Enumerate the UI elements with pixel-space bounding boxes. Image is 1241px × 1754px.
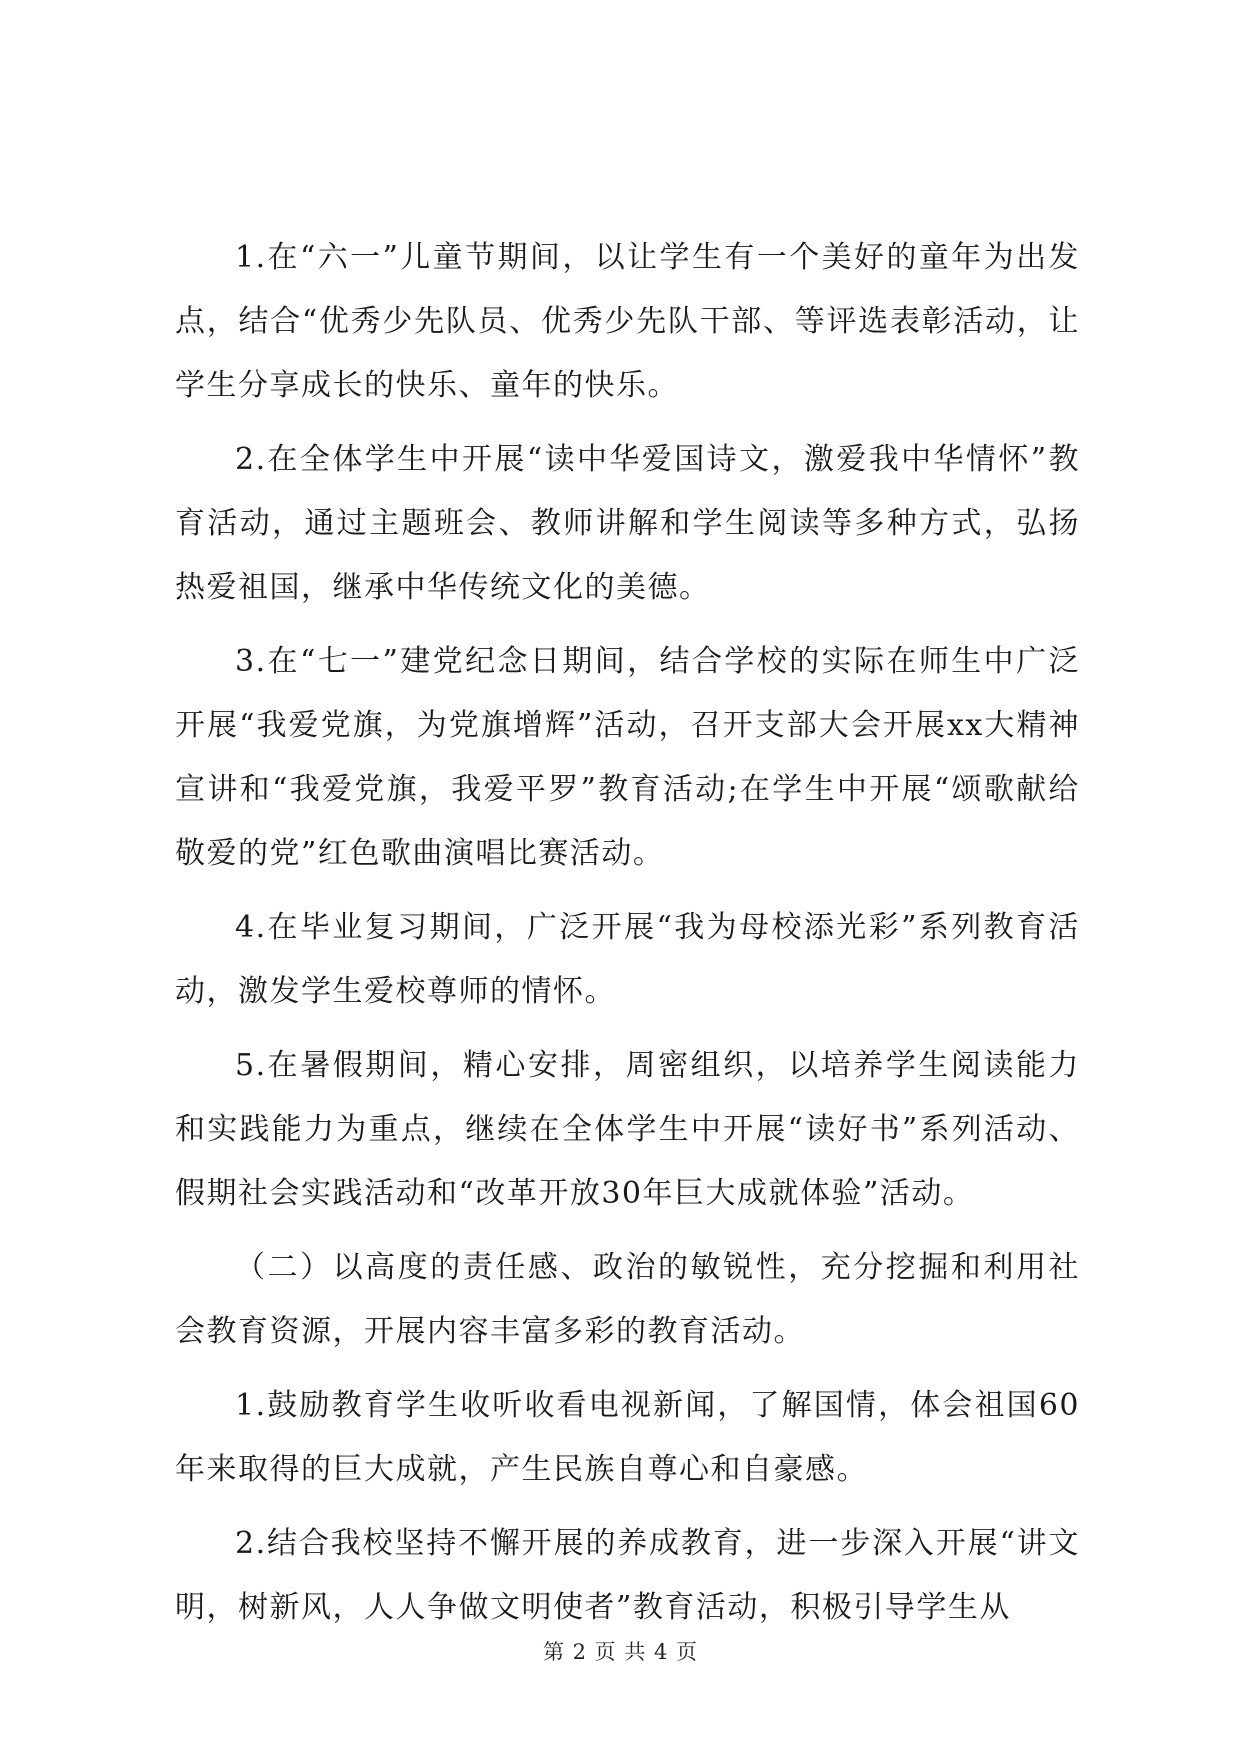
document-body bbox=[175, 226, 1080, 1650]
paragraph-2: 2.在全体学生中开展“读中华爱国诗文，激爱我中华情怀”教育活动，通过主题班会、教师讲解和学生阅读等多种方式，弘扬热爱祖国，继承中华传统文化的美德。 bbox=[175, 442, 1080, 605]
paragraph-4: 4.在毕业复习期间，广泛开展“我为母校添光彩”系列教育活动，激发学生爱校尊师的情怀。 bbox=[175, 910, 1080, 1009]
page-number-footer: 第 2 页 共 4 页 bbox=[542, 1640, 699, 1664]
section-heading-2: （二）以高度的责任感、政治的敏锐性，充分挖掘和利用社会教育资源，开展内容丰富多彩的教育活动。 bbox=[175, 1250, 1080, 1349]
paragraph-5: 5.在暑假期间，精心安排，周密组织，以培养学生阅读能力和实践能力为重点，继续在全体学生中开展“读好书”系列活动、假期社会实践活动和“改革开放30年巨大成就体验”活动。 bbox=[175, 1048, 1080, 1211]
paragraph-6: 1.鼓励教育学生收听收看电视新闻，了解国情，体会祖国60年来取得的巨大成就，产生民族自尊心和自豪感。 bbox=[175, 1388, 1080, 1487]
paragraph-7: 2.结合我校坚持不懈开展的养成教育，进一步深入开展“讲文明，树新风，人人争做文明使者”教育活动，积极引导学生从 bbox=[175, 1526, 1080, 1625]
paragraph-1: 1.在“六一”儿童节期间，以让学生有一个美好的童年为出发点，结合“优秀少先队员、优秀少先队干部、等评选表彰活动，让学生分享成长的快乐、童年的快乐。 bbox=[175, 240, 1080, 403]
paragraph-3: 3.在“七一”建党纪念日期间，结合学校的实际在师生中广泛开展“我爱党旗，为党旗增辉”活动，召开支部大会开展xx大精神宣讲和“我爱党旗，我爱平罗”教育活动;在学生中开展“颂歌献给敬爱的党”红色歌曲演唱比赛活动。 bbox=[175, 644, 1080, 871]
